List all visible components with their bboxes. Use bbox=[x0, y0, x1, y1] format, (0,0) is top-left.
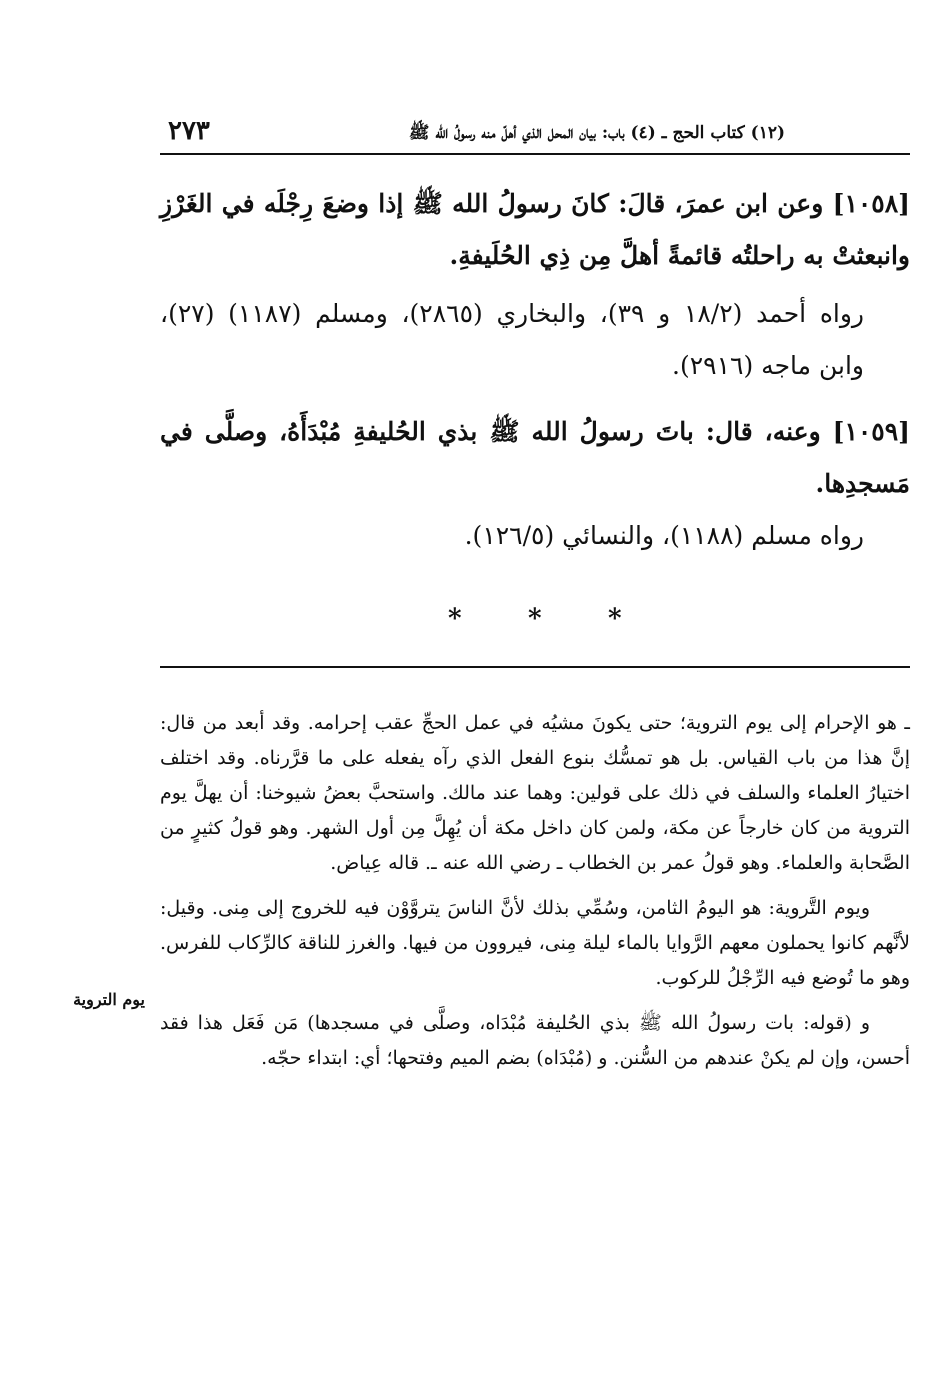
chapter-title: (١٢) كتاب الحج ـ (٤) باب: بيان المحل الذي أهلّ منه رسولُ الله ﷺ bbox=[408, 123, 785, 143]
header-divider bbox=[160, 153, 910, 155]
page-number: ٢٧٣ bbox=[168, 116, 210, 146]
running-header bbox=[160, 118, 910, 154]
commentary-paragraph: و (قوله: بات رسولُ الله ﷺ بذي الحُليفة مُبْدَاه، وصلَّى في مسجدها) مَن فَعَل هذا فقد أحسن، وإن لم يكنْ عندهم من السُّنن. و (مُبْدَاه) بضم الميم وفتحها؛ أي: ابتداء حجّه. bbox=[160, 1012, 910, 1069]
section-separator bbox=[440, 604, 640, 634]
spacer bbox=[160, 392, 910, 406]
hadith-1059: [١٠٥٩] وعنه، قال: باتَ رسولُ الله ﷺ بذي الحُليفةِ مُبْدَأَهُ، وصلَّى في مَسجدِها. bbox=[160, 417, 910, 498]
spacer bbox=[160, 881, 910, 891]
separator-star: * bbox=[528, 604, 542, 634]
footnote-divider bbox=[160, 666, 910, 668]
hadith-1058-reference: رواه أحمد (١٨/٢ و ٣٩)، والبخاري (٢٨٦٥)، ومسلم (١١٨٧) (٢٧)، وابن ماجه (٢٩١٦). bbox=[160, 299, 865, 380]
main-text bbox=[160, 178, 910, 562]
commentary-paragraph: ـ هو الإحرام إلى يوم التروية؛ حتى يكونَ مشيُه في عمل الحجِّ عقب إحرامه. وقد أبعد من قال: إنَّ هذا من باب القياس. بل هو تمسُّك بنوع الفعل الذي رآه يفعله على ما قرَّرناه. وقد اختلف اختيارُ العلماء والسلف في ذلك على قولين: وهما عند مالك. واستحبَّ بعضُ شيوخنا: أن يهلَّ يوم التروية من كان خارجاً عن مكة، ولمن كان داخل مكة أن يُهِلَّ مِن أول الشهر. وهو قولُ كثيرٍ من الصَّحابة والعلماء. وهو قولُ عمر بن الخطاب ـ رضي الله عنه ـ. قاله عِياض. bbox=[160, 712, 910, 874]
separator-star: * bbox=[448, 604, 462, 634]
commentary bbox=[160, 706, 910, 1076]
margin-label: يوم التروية bbox=[73, 990, 145, 1009]
hadith-1059-reference: رواه مسلم (١١٨٨)، والنسائي (١٢٦/٥). bbox=[464, 521, 864, 550]
spacer bbox=[160, 996, 910, 1006]
commentary-paragraph: ويوم التَّروية: هو اليومُ الثامن، وسُمِّي بذلك لأنَّ الناسَ يتروَّوْن فيه للخروج إلى مِنى. وقيل: لأنَّهم كانوا يحملون معهم الرَّوايا بالماء ليلة مِنى، فيروون من فيها. والغرز للناقة كالرِّكاب للفرس. وهو ما تُوضع فيه الرِّجْلُ للركوب. bbox=[160, 897, 910, 989]
separator-star: * bbox=[608, 604, 622, 634]
hadith-1058: [١٠٥٨] وعن ابن عمرَ، قالَ: كانَ رسولُ الله ﷺ إذا وضعَ رِجْلَه في الغَرْزِ وانبعثتْ به راحلتُه قائمةً أهلَّ مِن ذِي الحُلَيفةِ. bbox=[160, 189, 910, 270]
